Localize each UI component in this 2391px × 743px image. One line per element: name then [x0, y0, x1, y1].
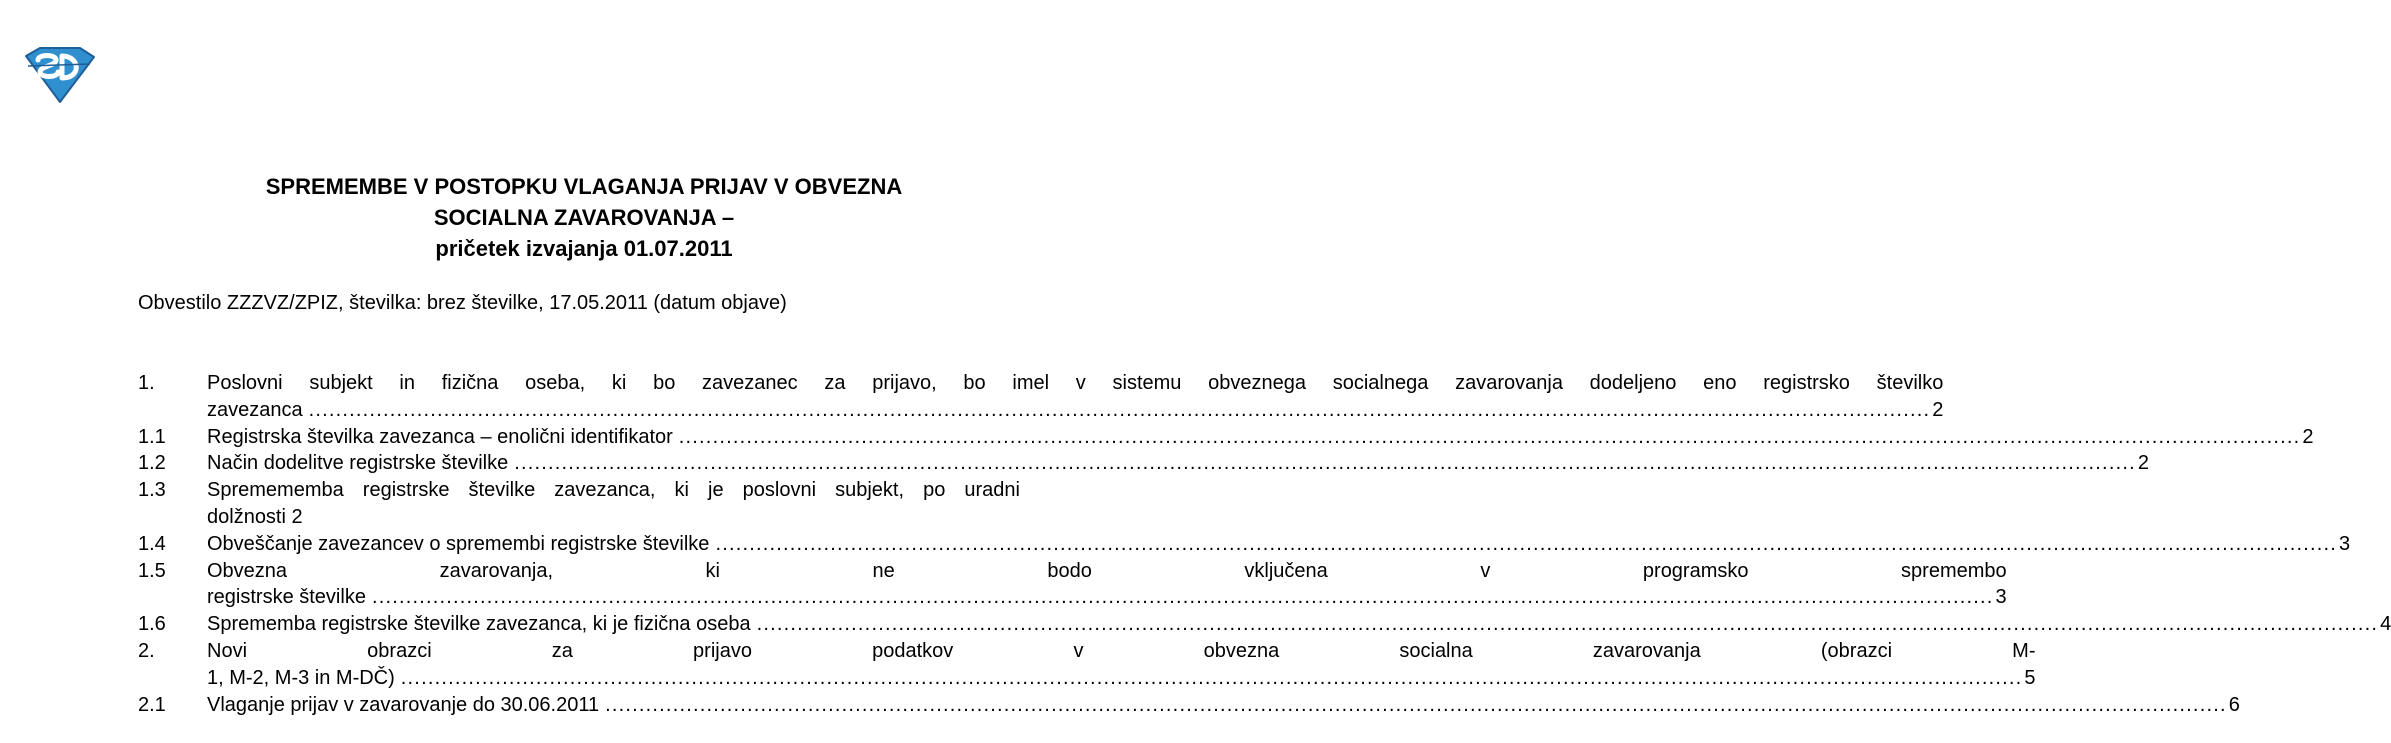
toc-entry-number: 1. [138, 372, 155, 394]
toc-entry[interactable] [138, 450, 2149, 477]
toc-entry-title: Obveščanje zavezancev o spremembi registrske številke [207, 532, 710, 555]
toc-entry[interactable] [138, 424, 2314, 451]
toc-entry-title: 1, M-2, M-3 in M-DČ) [207, 666, 395, 689]
notice-line: Obvestilo ZZZVZ/ZPIZ, številka: brez številke, 17.05.2011 (datum objave) [138, 292, 787, 314]
toc-leader-dots [309, 397, 1931, 424]
toc-entry-number: 1.5 [138, 559, 166, 582]
toc-entry[interactable] [138, 370, 1944, 424]
toc-entry-title: Način dodelitve registrske številke [207, 452, 509, 475]
table-of-contents [138, 370, 2391, 718]
toc-page-number: 2 [2302, 425, 2314, 448]
toc-entry-title-wrapped: Spremememba registrske številke zavezanca, ki je poslovni subjekt, po uradni [207, 479, 1020, 502]
toc-entry-number: 1.3 [138, 479, 166, 502]
toc-entry[interactable] [138, 611, 2391, 638]
toc-entry-number: 1.2 [138, 452, 166, 475]
title-line-1: SPREMEMBE V POSTOPKU VLAGANJA PRIJAV V OBVEZNA [265, 174, 903, 199]
title-line-3: pričetek izvajanja 01.07.2011 [435, 236, 733, 261]
toc-entry[interactable] [138, 477, 1020, 531]
toc-page-number: 2 [2137, 452, 2149, 475]
toc-entry-number: 1.4 [138, 532, 166, 555]
toc-page-number: 2 [1932, 398, 1944, 421]
toc-entry-title: dolžnosti 2 [207, 505, 303, 528]
toc-entry-number: 2.1 [138, 693, 166, 716]
toc-entry-number: 1.6 [138, 613, 166, 636]
toc-page-number: 5 [2024, 666, 2036, 689]
toc-leader-dots [372, 584, 1994, 611]
toc-entry-number: 1.1 [138, 425, 166, 448]
toc-entry-title: Sprememba registrske številke zavezanca, ki je fizična oseba [207, 613, 751, 636]
toc-leader-dots [401, 665, 2023, 692]
toc-leader-dots [757, 611, 2379, 638]
sd-logo [22, 46, 96, 104]
toc-entry-title: registrske številke [207, 586, 366, 609]
toc-entry-number: 2. [138, 639, 155, 662]
toc-entry[interactable] [138, 638, 2036, 692]
toc-page-number: 3 [1995, 586, 2007, 609]
toc-entry-title: Registrska številka zavezanca – enolični identifikator [207, 425, 673, 448]
toc-entry-title-wrapped: Novi obrazci za prijavo podatkov v obvezna socialna zavarovanja (obrazci M- [207, 639, 2036, 662]
toc-leader-dots [514, 450, 2136, 477]
toc-entry-title-wrapped: Poslovni subjekt in fizična oseba, ki bo zavezanec za prijavo, bo imel v sistemu obveznega socialnega zavarovanja dodeljeno eno registrsko številko [207, 372, 1944, 394]
toc-page-number: 4 [2380, 613, 2391, 636]
toc-entry-title-wrapped: Obvezna zavarovanja, ki ne bodo vključena v programsko spremembo [207, 559, 2007, 582]
toc-entry-title: Vlaganje prijav v zavarovanje do 30.06.2011 [207, 693, 600, 716]
toc-entry-title: zavezanca [207, 398, 303, 421]
toc-page-number: 3 [2339, 532, 2351, 555]
title-line-2: SOCIALNA ZAVAROVANJA – [433, 205, 735, 230]
toc-entry[interactable] [138, 531, 2351, 558]
toc-entry[interactable] [138, 558, 2007, 612]
toc-leader-dots [679, 424, 2301, 451]
toc-page-number: 6 [2228, 693, 2240, 716]
toc-leader-dots [715, 531, 2337, 558]
toc-leader-dots [605, 692, 2227, 719]
toc-entry[interactable] [138, 692, 2240, 719]
document-title [140, 171, 1028, 264]
